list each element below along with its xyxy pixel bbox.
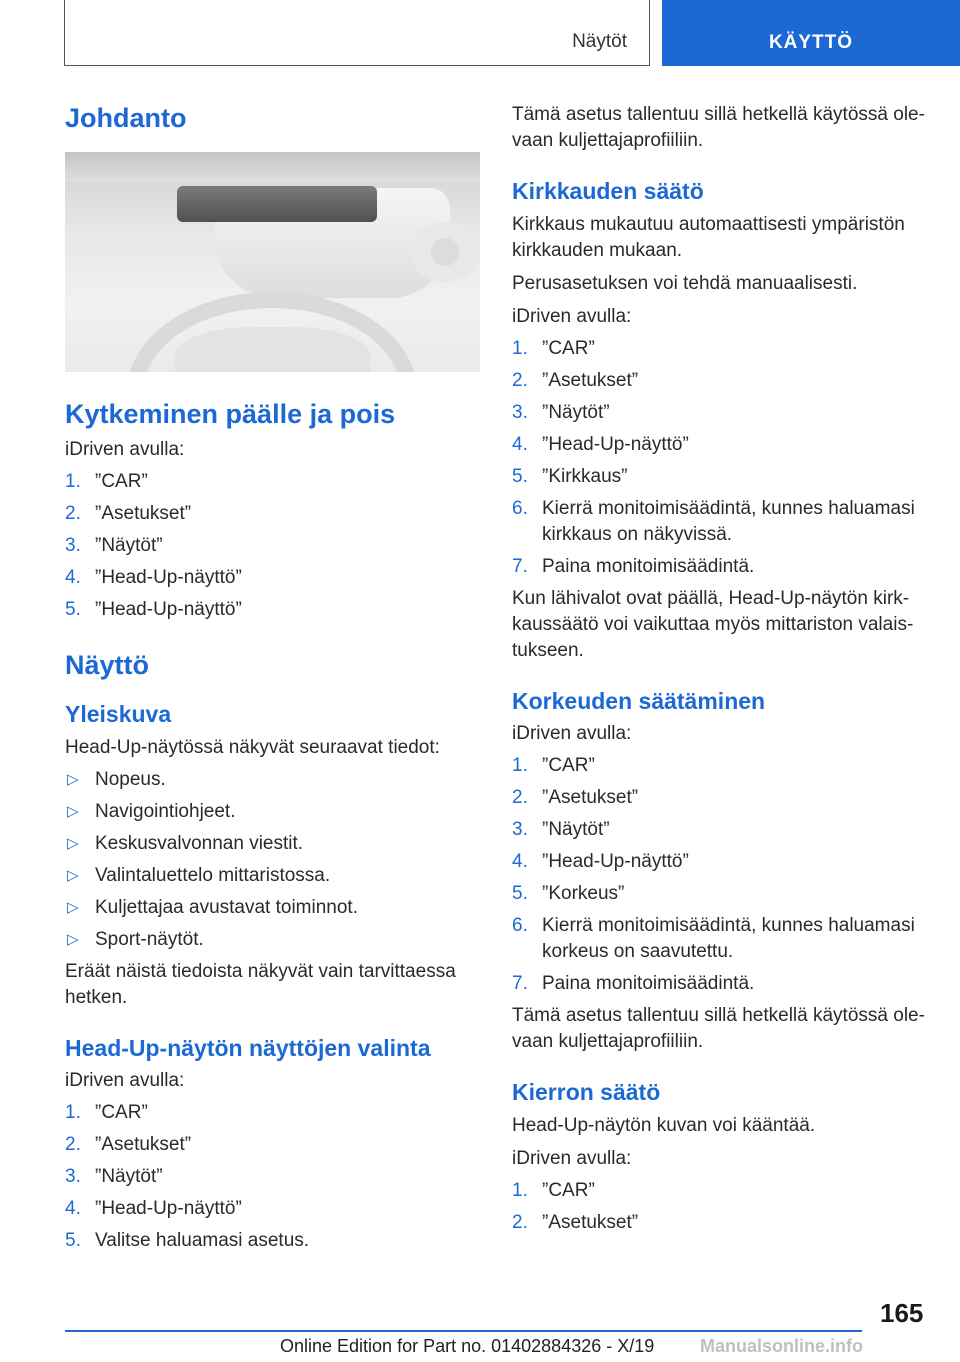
- step-number: 2.: [65, 502, 81, 524]
- korkeus-steps: [512, 753, 932, 997]
- page-number: 165: [880, 1298, 924, 1328]
- header-section-box: [64, 0, 650, 66]
- step-text: ”CAR”: [95, 1102, 148, 1124]
- list-item: [512, 496, 932, 548]
- step-text: ”Asetukset”: [542, 787, 639, 809]
- list-item: [65, 1132, 483, 1158]
- step-number: 5.: [65, 1230, 81, 1252]
- kirkkaus-p2: Perusasetuksen voi tehdä manuaalisesti.: [512, 272, 858, 294]
- korkeus-note: Tämä asetus tallentuu sillä hetkellä käytössä olevaan kuljettajaprofiiliin.: [512, 1005, 925, 1053]
- list-item: [512, 881, 932, 907]
- step-text: ”Asetukset”: [542, 369, 639, 391]
- hud-projection-window: [177, 186, 377, 222]
- step-text: Valitse haluamasi asetus.: [95, 1230, 310, 1252]
- list-item: [512, 368, 932, 394]
- list-item: [65, 799, 483, 825]
- list-item: [65, 1164, 483, 1190]
- step-text: Paina monitoimisäädintä.: [542, 555, 755, 577]
- list-item: [512, 464, 932, 490]
- kirkkaus-note: Kun lähivalot ovat päällä, Head-Up-näytön kirkkaussäätö voi vaikuttaa myös mittariston valaistukseen.: [512, 587, 914, 661]
- step-number: 2.: [512, 787, 528, 809]
- step-text: ”Näytöt”: [542, 819, 610, 841]
- header-chapter-tab: [662, 0, 960, 66]
- valinta-steps: [65, 1100, 483, 1254]
- yleis-bullets: [65, 767, 483, 953]
- list-item: [65, 565, 483, 591]
- kytk-intro: iDriven avulla:: [65, 438, 185, 460]
- list-item: [512, 913, 932, 965]
- page-header: [0, 0, 960, 66]
- step-text: ”Head-Up-näyttö”: [95, 598, 242, 620]
- step-number: 3.: [65, 534, 81, 556]
- list-item: [512, 849, 932, 875]
- step-text: Paina monitoimisäädintä.: [542, 973, 755, 995]
- kytk-steps: [65, 469, 483, 623]
- list-item: [512, 336, 932, 362]
- step-text: ”Näytöt”: [95, 534, 163, 556]
- kirkkaus-steps: [512, 336, 932, 580]
- intro-text: Tämä asetus tallentuu sillä hetkellä käytössä olevaan kuljettajaprofiiliin.: [512, 104, 925, 151]
- footer-edition: Online Edition for Part no. 01402884326 - X/19: [280, 1336, 655, 1356]
- step-text: ”Head-Up-näyttö”: [95, 1198, 242, 1220]
- step-text: ”Korkeus”: [542, 883, 625, 905]
- step-text: ”Asetukset”: [95, 502, 192, 524]
- list-item: [65, 895, 483, 921]
- triangle-bullet-icon: ▷: [67, 930, 79, 948]
- hud-illustration: [65, 152, 480, 372]
- korkeus-intro: iDriven avulla:: [512, 723, 632, 745]
- step-number: 6.: [512, 915, 528, 937]
- triangle-bullet-icon: ▷: [67, 866, 79, 884]
- list-item: [512, 817, 932, 843]
- triangle-bullet-icon: ▷: [67, 834, 79, 852]
- triangle-bullet-icon: ▷: [67, 898, 79, 916]
- triangle-bullet-icon: ▷: [67, 802, 79, 820]
- kirkkaus-p1: Kirkkaus mukautuu automaattisesti ympäristön kirkkauden mukaan.: [512, 213, 905, 261]
- list-item: [65, 863, 483, 889]
- step-number: 2.: [512, 369, 528, 391]
- list-item: [512, 1178, 932, 1204]
- bullet-text: Keskusvalvonnan viestit.: [95, 832, 304, 854]
- heading-naytto: Näyttö: [65, 649, 150, 680]
- list-item: [65, 501, 483, 527]
- list-item: [65, 1228, 483, 1254]
- heading-kirkkaus: Kirkkauden säätö: [512, 178, 704, 204]
- list-item: [512, 1210, 932, 1236]
- kierto-p1: Head-Up-näytön kuvan voi kääntää.: [512, 1114, 816, 1136]
- step-number: 1.: [512, 1179, 528, 1201]
- step-number: 1.: [512, 755, 528, 777]
- bullet-text: Kuljettajaa avustavat toiminnot.: [95, 896, 358, 918]
- heading-yleiskuva: Yleiskuva: [65, 701, 172, 728]
- list-item: [65, 469, 483, 495]
- step-number: 5.: [512, 883, 528, 905]
- heading-johdanto: Johdanto: [65, 103, 187, 133]
- step-number: 4.: [65, 566, 81, 588]
- step-text: ”Näytöt”: [95, 1166, 163, 1188]
- list-item: [65, 1100, 483, 1126]
- list-item: [512, 753, 932, 779]
- step-text: ”Asetukset”: [542, 1211, 639, 1233]
- list-item: [512, 432, 932, 458]
- step-text: Kierrä monitoimisäädintä, kunnes haluamasi korkeus on saavutettu.: [542, 915, 915, 963]
- step-text: ”Head-Up-näyttö”: [542, 433, 689, 455]
- right-column: [512, 102, 932, 1242]
- step-text: ”CAR”: [95, 470, 148, 492]
- bullet-text: Navigointiohjeet.: [95, 800, 236, 822]
- kierto-p2: iDriven avulla:: [512, 1147, 632, 1169]
- step-number: 1.: [65, 470, 81, 492]
- step-number: 2.: [65, 1134, 81, 1156]
- step-text: ”CAR”: [542, 755, 595, 777]
- yleis-note: Eräät näistä tiedoista näkyvät vain tarvittaessa hetken.: [65, 960, 456, 1008]
- step-text: ”Kirkkaus”: [542, 465, 628, 487]
- left-column: [65, 100, 483, 1260]
- heading-kierto: Kierron säätö: [512, 1079, 661, 1106]
- step-number: 3.: [512, 401, 528, 423]
- heading-kytkeminen: Kytkeminen päälle ja pois: [65, 399, 396, 430]
- step-number: 3.: [65, 1166, 81, 1188]
- step-number: 3.: [512, 819, 528, 841]
- list-item: [512, 785, 932, 811]
- list-item: [512, 554, 932, 580]
- triangle-bullet-icon: ▷: [67, 770, 79, 788]
- step-number: 2.: [512, 1211, 528, 1233]
- kierto-steps: [512, 1178, 932, 1236]
- step-text: ”Näytöt”: [542, 401, 610, 423]
- step-number: 7.: [512, 973, 528, 995]
- list-item: [65, 1196, 483, 1222]
- bullet-text: Sport-näytöt.: [95, 928, 204, 950]
- list-item: [65, 533, 483, 559]
- step-text: ”Head-Up-näyttö”: [542, 851, 689, 873]
- step-number: 7.: [512, 555, 528, 577]
- step-text: Kierrä monitoimisäädintä, kunnes haluamasi kirkkaus on näkyvissä.: [542, 497, 915, 545]
- header-chapter-title: KÄYTTÖ: [768, 32, 854, 53]
- footer-divider: [65, 1330, 862, 1332]
- header-section-title: Näytöt: [572, 31, 627, 52]
- step-number: 4.: [65, 1198, 81, 1220]
- step-text: ”CAR”: [542, 337, 595, 359]
- valinta-intro: iDriven avulla:: [65, 1070, 185, 1092]
- list-item: [65, 927, 483, 953]
- step-number: 4.: [512, 851, 528, 873]
- step-text: ”CAR”: [542, 1179, 595, 1201]
- list-item: [65, 767, 483, 793]
- kirkkaus-p3: iDriven avulla:: [512, 305, 632, 327]
- list-item: [512, 971, 932, 997]
- heading-valinta: Head-Up-näytön näyttöjen valinta: [65, 1034, 431, 1061]
- step-number: 5.: [65, 598, 81, 620]
- footer-watermark: Manualsonline.info: [700, 1336, 864, 1356]
- bullet-text: Nopeus.: [95, 768, 166, 790]
- heading-korkeus: Korkeuden säätäminen: [512, 687, 766, 714]
- list-item: [65, 831, 483, 857]
- step-number: 1.: [512, 337, 528, 359]
- step-text: ”Head-Up-näyttö”: [95, 566, 242, 588]
- step-number: 6.: [512, 497, 528, 519]
- list-item: [65, 597, 483, 623]
- step-number: 1.: [65, 1102, 81, 1124]
- step-text: ”Asetukset”: [95, 1134, 192, 1156]
- yleis-intro: Head-Up-näytössä näkyvät seuraavat tiedot:: [65, 736, 440, 758]
- bullet-text: Valintaluettelo mittaristossa.: [95, 864, 331, 886]
- list-item: [512, 400, 932, 426]
- step-number: 4.: [512, 433, 528, 455]
- step-number: 5.: [512, 465, 528, 487]
